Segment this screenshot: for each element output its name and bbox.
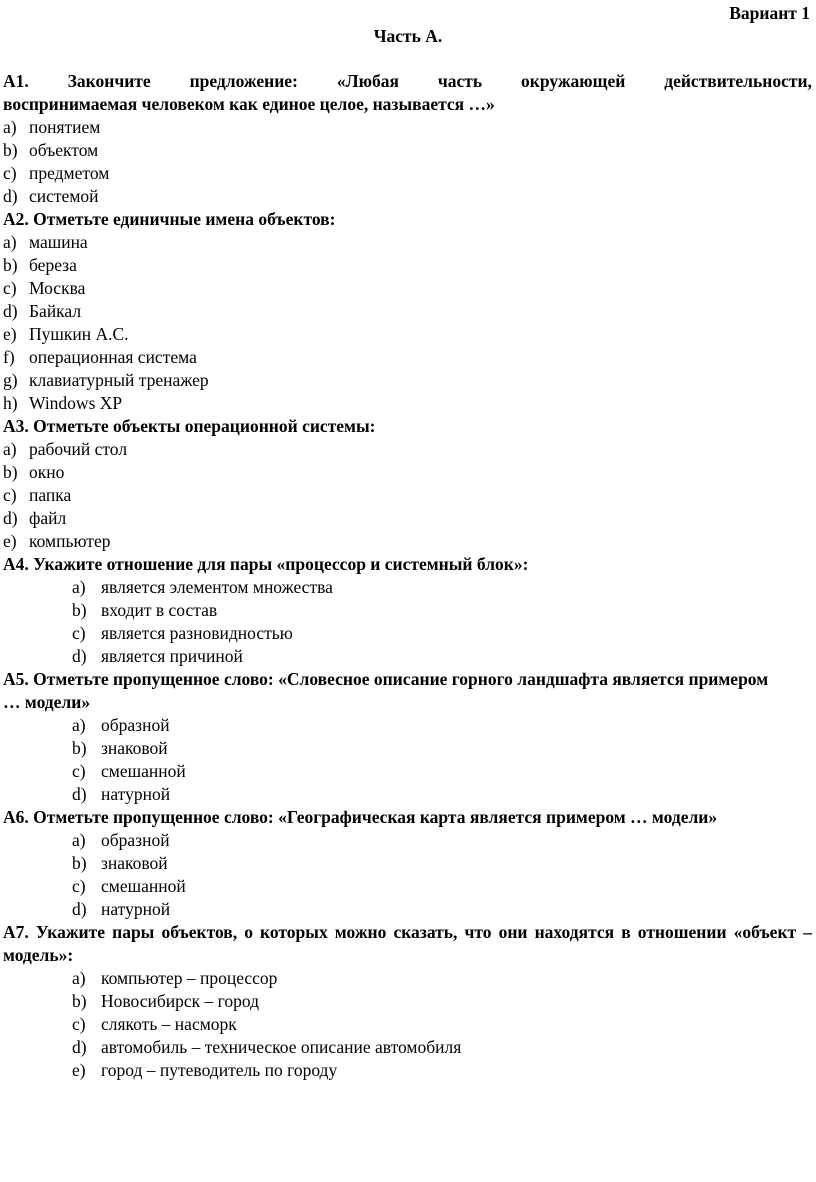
answer-option[interactable] [3,323,812,346]
answer-option[interactable] [3,898,812,921]
questions-container [3,70,812,1082]
option-marker: c) [3,485,17,505]
option-text: машина [29,232,88,252]
answer-option[interactable] [3,1013,812,1036]
answer-options [3,231,812,415]
option-text: знаковой [101,738,168,758]
answer-option[interactable] [3,369,812,392]
option-marker: d) [72,784,87,804]
answer-option[interactable] [3,1036,812,1059]
answer-options [3,438,812,553]
option-text: смешанной [101,876,186,896]
option-text: папка [29,485,72,505]
answer-option[interactable] [3,461,812,484]
option-text: Новосибирск – город [101,991,260,1011]
answer-options [3,714,812,806]
option-marker: d) [3,301,18,321]
option-marker: c) [72,1014,86,1034]
question-word: Закончите [67,71,151,91]
option-text: системой [29,186,99,206]
answer-option[interactable] [3,231,812,254]
option-marker: a) [72,715,86,735]
answer-option[interactable] [3,530,812,553]
option-marker: b) [3,140,18,160]
option-text: смешанной [101,761,186,781]
option-marker: d) [3,186,18,206]
option-text: компьютер [29,531,111,551]
question-text-line: воспринимаемая человеком как единое целое, называется …» [3,94,495,114]
answer-option[interactable] [3,737,812,760]
answer-option[interactable] [3,507,812,530]
option-text: окно [29,462,65,482]
option-marker: b) [72,853,87,873]
option-text: является разновидностью [101,623,293,643]
answer-option[interactable] [3,277,812,300]
option-marker: h) [3,393,18,413]
option-text: компьютер – процессор [101,968,278,988]
answer-option[interactable] [3,1059,812,1082]
variant-heading: Вариант 1 [729,3,810,23]
question-word: часть [437,71,483,91]
option-text: натурной [101,784,171,804]
part-heading: Часть А. [373,26,443,46]
option-text: является причиной [101,646,243,666]
answer-options [3,967,812,1082]
question-a1 [3,70,812,208]
option-marker: c) [72,876,86,896]
answer-option[interactable] [3,783,812,806]
question-text: А5. Отметьте пропущенное слово: «Словесное описание горного ландшафта является примером … модели» [3,669,769,712]
answer-option[interactable] [3,990,812,1013]
option-text: слякоть – насморк [101,1014,237,1034]
answer-option[interactable] [3,185,812,208]
option-marker: c) [3,163,17,183]
option-text: автомобиль – техническое описание автомобиля [101,1037,462,1057]
question-text-line [3,70,812,93]
question-word: «Любая [336,71,399,91]
option-text: образной [101,830,170,850]
option-marker: g) [3,370,18,390]
option-text: рабочий стол [29,439,128,459]
option-marker: d) [3,508,18,528]
answer-option[interactable] [3,346,812,369]
option-marker: d) [72,646,87,666]
option-marker: b) [3,255,18,275]
option-text: знаковой [101,853,168,873]
option-text: понятием [29,117,101,137]
option-text: входит в состав [101,600,218,620]
option-marker: c) [72,623,86,643]
option-text: город – путеводитель по городу [101,1060,338,1080]
answer-option[interactable] [3,392,812,415]
answer-option[interactable] [3,484,812,507]
option-marker: d) [72,899,87,919]
option-text: Пушкин А.С. [29,324,129,344]
question-a6 [3,806,812,921]
option-marker: b) [72,991,87,1011]
question-text: А3. Отметьте объекты операционной системы: [3,416,376,436]
question-a3 [3,415,812,553]
option-text: операционная система [29,347,197,367]
question-a5 [3,668,812,806]
question-word: окружающей [521,71,626,91]
answer-options [3,576,812,668]
answer-option[interactable] [3,162,812,185]
question-text: А7. Укажите пары объектов, о которых можно сказать, что они находятся в отношении «объект – модель»: [3,922,812,965]
option-marker: a) [3,439,17,459]
question-a7 [3,921,812,1082]
answer-option[interactable] [3,645,812,668]
answer-option[interactable] [3,300,812,323]
option-text: Windows XP [29,393,123,413]
answer-option[interactable] [3,139,812,162]
answer-options [3,829,812,921]
answer-option[interactable] [3,438,812,461]
answer-option[interactable] [3,829,812,852]
question-word: действительности, [664,71,812,91]
answer-option[interactable] [3,599,812,622]
option-marker: f) [3,347,15,367]
option-marker: b) [72,600,87,620]
option-text: береза [29,255,77,275]
answer-option[interactable] [3,714,812,737]
option-marker: b) [72,738,87,758]
answer-option[interactable] [3,116,812,139]
question-word: предложение: [189,71,298,91]
option-text: является элементом множества [101,577,333,597]
answer-option[interactable] [3,576,812,599]
answer-options [3,116,812,208]
answer-option[interactable] [3,852,812,875]
option-text: Москва [29,278,86,298]
option-marker: b) [3,462,18,482]
question-text [3,70,812,116]
option-text: образной [101,715,170,735]
option-marker: c) [72,761,86,781]
option-marker: c) [3,278,17,298]
question-word: А1. [3,71,29,91]
question-a4 [3,553,812,668]
option-marker: a) [72,830,86,850]
option-marker: a) [3,232,17,252]
option-marker: a) [72,577,86,597]
option-text: файл [29,508,67,528]
option-text: предметом [29,163,110,183]
option-marker: e) [3,531,17,551]
answer-option[interactable] [3,875,812,898]
answer-option[interactable] [3,622,812,645]
option-marker: e) [72,1060,86,1080]
option-text: клавиатурный тренажер [29,370,209,390]
option-text: объектом [29,140,99,160]
answer-option[interactable] [3,967,812,990]
option-marker: d) [72,1037,87,1057]
option-marker: a) [3,117,17,137]
question-a2 [3,208,812,415]
question-text: А4. Укажите отношение для пары «процессор и системный блок»: [3,554,529,574]
option-text: натурной [101,899,171,919]
question-text: А6. Отметьте пропущенное слово: «Географическая карта является примером … модели» [3,807,718,827]
answer-option[interactable] [3,760,812,783]
option-marker: e) [3,324,17,344]
option-text: Байкал [29,301,82,321]
option-marker: a) [72,968,86,988]
answer-option[interactable] [3,254,812,277]
question-text: А2. Отметьте единичные имена объектов: [3,209,336,229]
